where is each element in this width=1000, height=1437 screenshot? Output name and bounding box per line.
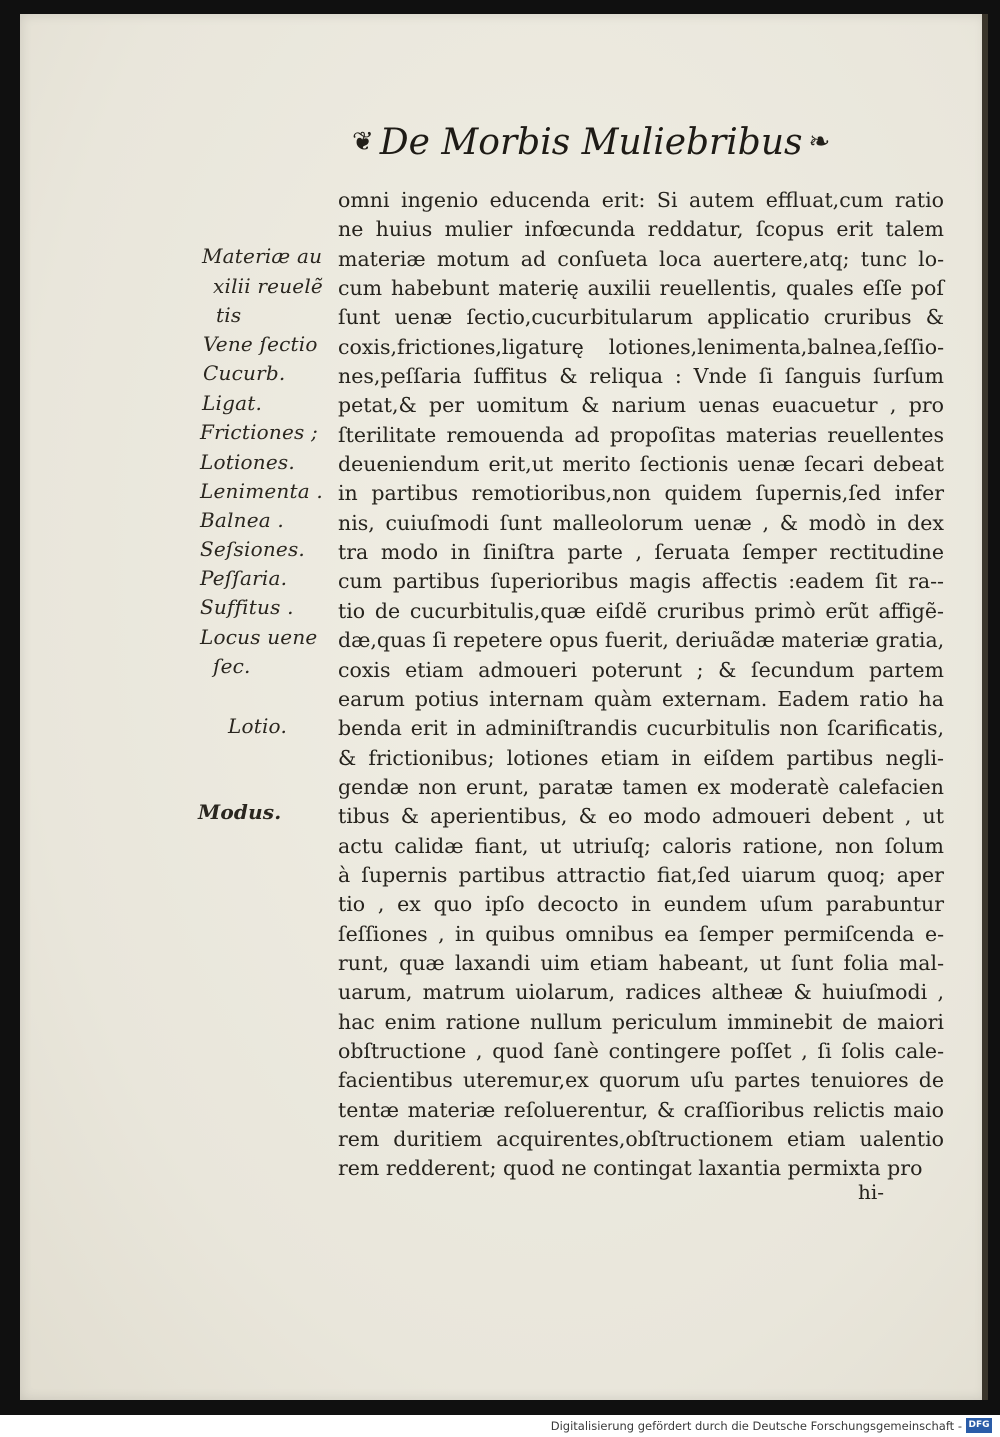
body-line: deueniendum erit,ut merito ſectionis uenæ ſecari debeat xyxy=(338,452,944,477)
margin-note: Lenimenta . xyxy=(200,479,323,503)
body-line: tra modo in ſiniſtra parte , ſeruata ſemper rectitudine xyxy=(338,540,944,565)
body-line: cum habebunt materię auxilii reuellentis, quales eſſe poſ xyxy=(338,276,944,301)
body-line: rem duritiem acquirentes,obſtructionem etiam ualentio xyxy=(338,1127,944,1151)
margin-note: Frictiones ; xyxy=(200,420,318,444)
body-line: tentæ materiæ reſoluerentur, & craſſioribus relictis maio xyxy=(338,1097,944,1122)
margin-note: Ligat. xyxy=(202,391,262,415)
margin-note: Balnea . xyxy=(200,508,284,532)
body-line: materiæ motum ad conſueta loca auertere,atq; tunc lo- xyxy=(338,246,944,271)
margin-note: tis xyxy=(216,303,242,327)
body-line: hac enim ratione nullum periculum imminebit de maiori xyxy=(338,1009,944,1034)
body-line: nes,peſſaria ſuffitus & reliqua : Vnde ſi ſanguis ſurſum xyxy=(338,364,944,389)
margin-note: Seſsiones. xyxy=(200,537,305,561)
body-line: ſunt uenæ ſectio,cucurbitularum applicatio cruribus & xyxy=(338,305,944,330)
body-line: obſtructione , quod ſanè contingere poſſet , ſi ſolis cale- xyxy=(338,1038,944,1063)
body-line: in partibus remotioribus,non quidem ſupernis,ſed infer xyxy=(338,481,944,506)
margin-note: Cucurb. xyxy=(203,361,286,385)
body-line: coxis etiam admoueri poterunt ; & ſecundum partem xyxy=(338,657,944,682)
body-line: earum potius internam quàm externam. Eadem ratio ha xyxy=(338,686,944,711)
body-line: gendæ non erunt, paratæ tamen ex moderatè calefacien xyxy=(338,774,944,799)
body-line: benda erit in adminiſtrandis cucurbitulis non ſcarificatis, xyxy=(338,716,944,741)
body-line: uarum, matrum uiolarum, radices altheæ & huiuſmodi , xyxy=(338,980,944,1005)
running-head xyxy=(352,122,852,172)
body-line: dæ,quas ſi repetere opus fuerit, deriuãdæ materiæ gratia, xyxy=(338,628,945,653)
footer-bar xyxy=(0,1415,1000,1437)
footer-credit: Digitalisierung gefördert durch die Deutsche Forschungsgemeinschaft - xyxy=(550,1419,962,1433)
margin-note: Materiæ au xyxy=(202,244,323,268)
body-line: omni ingenio educenda erit: Si autem effluat,cum ratio xyxy=(338,188,944,212)
body-text-block xyxy=(338,186,944,1184)
body-line: rem redderent; quod ne contingat laxantia permixta pro xyxy=(338,1156,923,1181)
margin-note: Lotio. xyxy=(228,714,288,738)
body-line: tio de cucurbitulis,quæ eiſdẽ cruribus primò erũt affigẽ- xyxy=(338,598,944,623)
body-line: ne huius mulier infœcunda reddatur, ſcopus erit talem xyxy=(338,217,944,242)
margin-note: Locus uene xyxy=(200,625,318,649)
margin-note: Modus. xyxy=(198,800,282,824)
body-line: tibus & aperientibus, & eo modo admoueri debent , ut xyxy=(338,804,944,829)
body-line: actu calidæ fiant, ut utriuſq; caloris ratione, non ſolum xyxy=(338,833,944,858)
body-line: nis, cuiuſmodi ſunt malleolorum uenæ , & modò in dex xyxy=(338,510,944,535)
body-line: à ſupernis partibus attractio fiat,ſed uiarum quoq; aper xyxy=(338,862,944,887)
running-head-title: De Morbis Muliebribus xyxy=(379,122,803,163)
catchword: hi- xyxy=(858,1180,885,1204)
body-line: petat,& per uomitum & narium uenas euacuetur , pro xyxy=(338,393,944,418)
body-line: cum partibus ſuperioribus magis affectis :eadem ſit ra-- xyxy=(338,569,944,594)
margin-note: Lotiones. xyxy=(200,450,295,474)
body-line: tio , ex quo ipſo decocto in eundem uſum parabuntur xyxy=(338,892,944,917)
dfg-logo-icon: DFG xyxy=(966,1418,992,1433)
fleuron-right-icon: ❧ xyxy=(808,127,831,157)
body-line: & frictionibus; lotiones etiam in eiſdem partibus negli- xyxy=(338,745,944,770)
body-line: runt, quæ laxandi uim etiam habeant, ut ſunt folia mal- xyxy=(338,950,944,975)
margin-note: Peſſaria. xyxy=(200,566,288,590)
body-line: ſterilitate remouenda ad propoſitas materias reuellentes xyxy=(338,422,944,447)
page-edge xyxy=(982,14,988,1400)
body-line: facientibus uteremur,ex quorum uſu partes tenuiores de xyxy=(338,1068,944,1093)
margin-note: xilii reuelẽ xyxy=(213,274,323,298)
margin-note: Vene ſectio xyxy=(203,332,318,356)
margin-note: ſec. xyxy=(213,654,251,678)
fleuron-left-icon: ❦ xyxy=(352,127,374,157)
body-line: coxis,frictiones,ligaturę lotiones,lenimenta,balnea,ſeſſio- xyxy=(338,334,944,359)
margin-note: Suffitus . xyxy=(200,595,294,619)
body-line: ſeſſiones , in quibus omnibus ea ſemper permiſcenda e- xyxy=(338,921,944,946)
